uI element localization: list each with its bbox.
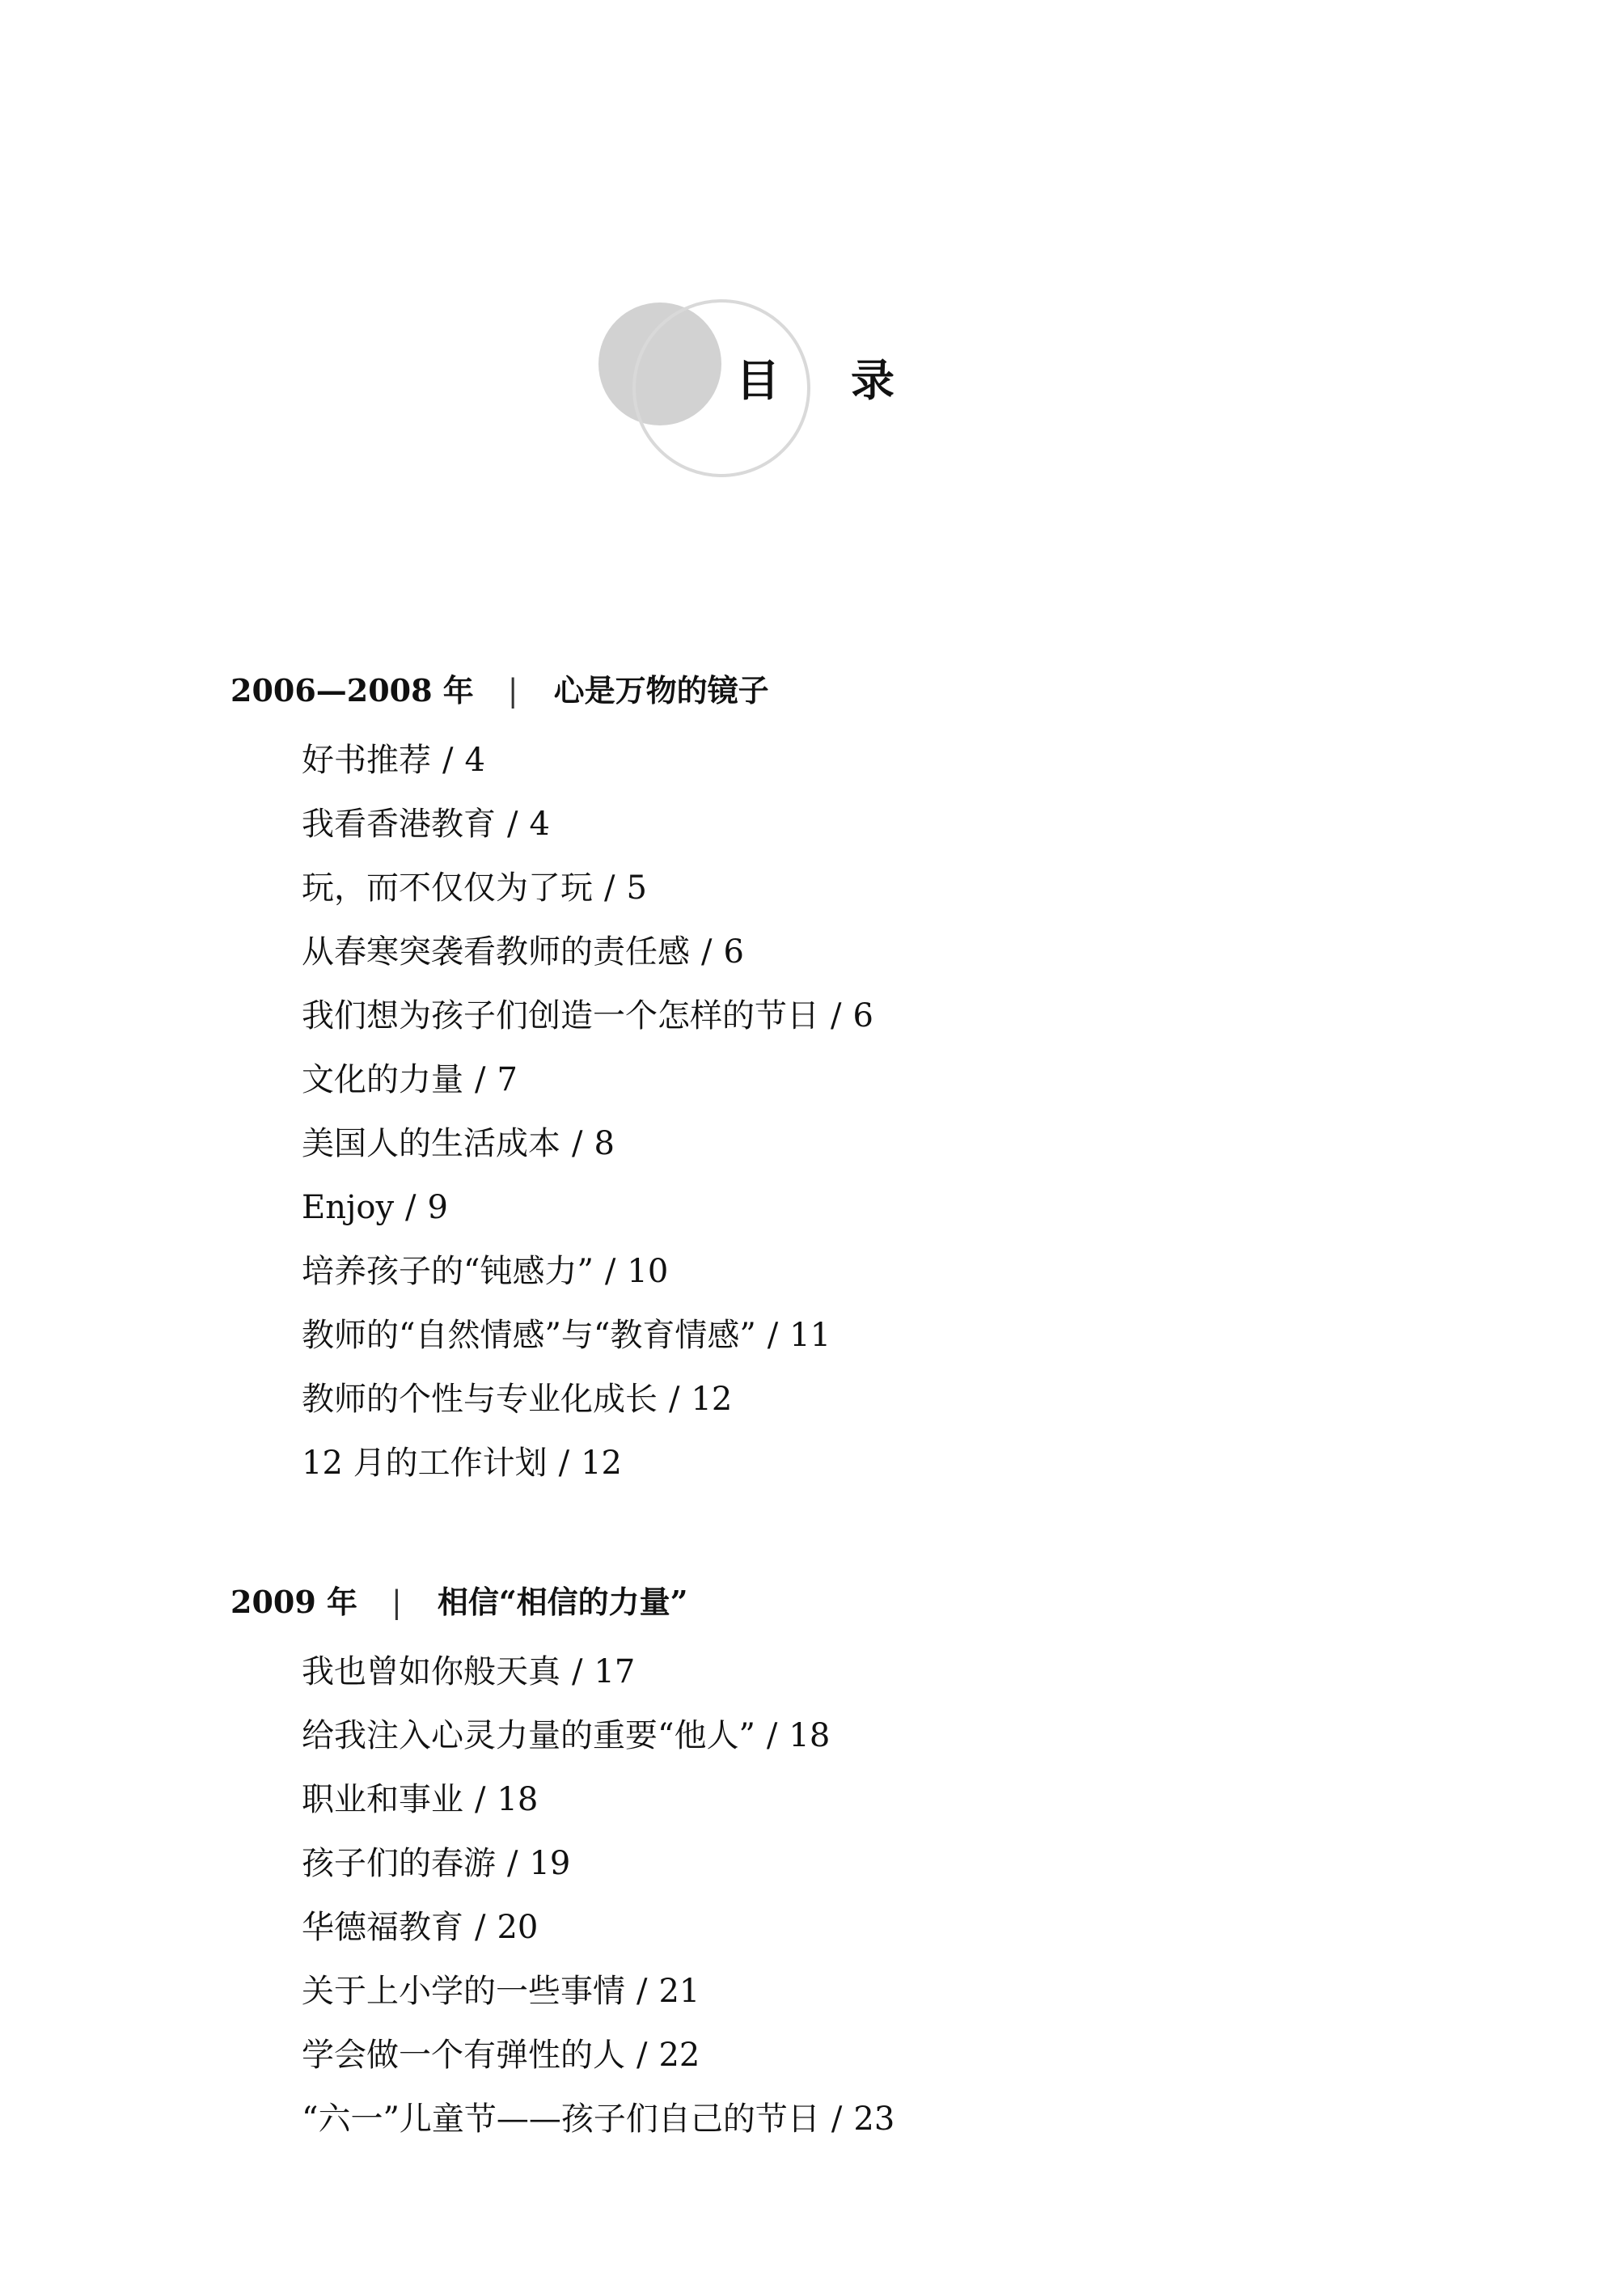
toc-entry[interactable] bbox=[230, 1112, 1525, 1176]
section-divider: | bbox=[507, 673, 518, 709]
entry-title: 美国人的生活成本 bbox=[302, 1125, 560, 1162]
entry-title: 教师的“自然情感”与“教育情感” bbox=[302, 1317, 756, 1354]
entry-title: 给我注入心灵力量的重要“他人” bbox=[302, 1717, 755, 1754]
entry-separator: / bbox=[507, 806, 518, 843]
entry-page-number: 12 bbox=[581, 1445, 623, 1482]
table-of-contents bbox=[230, 665, 1525, 2232]
toc-entry[interactable] bbox=[230, 984, 1525, 1048]
entry-page-number: 6 bbox=[723, 933, 744, 971]
entry-title: 文化的力量 bbox=[302, 1061, 463, 1098]
toc-entry[interactable] bbox=[230, 1896, 1525, 1960]
entry-title: 好书推荐 bbox=[302, 742, 431, 779]
toc-entry[interactable] bbox=[230, 920, 1525, 984]
section-title: 相信“相信的力量” bbox=[437, 1584, 688, 1620]
toc-entry[interactable] bbox=[230, 793, 1525, 857]
toc-title-block bbox=[0, 0, 1624, 518]
toc-entry[interactable] bbox=[230, 1048, 1525, 1112]
entry-title: 关于上小学的一些事情 bbox=[302, 1973, 625, 2010]
page-title: 目录 bbox=[736, 354, 966, 406]
entry-separator: / bbox=[475, 1909, 486, 1946]
toc-entry[interactable] bbox=[230, 1432, 1525, 1496]
entry-separator: / bbox=[475, 1061, 486, 1098]
section-header bbox=[230, 665, 1525, 729]
toc-entry[interactable] bbox=[230, 1704, 1525, 1768]
entry-page-number: 23 bbox=[853, 2101, 895, 2138]
entry-separator: / bbox=[507, 1845, 518, 1882]
entry-separator: / bbox=[831, 997, 842, 1034]
entry-page-number: 20 bbox=[497, 1909, 539, 1946]
toc-entry[interactable] bbox=[230, 1240, 1525, 1304]
entry-page-number: 5 bbox=[626, 869, 647, 907]
entry-page-number: 9 bbox=[427, 1189, 448, 1226]
entry-title: 我看香港教育 bbox=[302, 806, 496, 843]
entry-page-number: 7 bbox=[497, 1061, 518, 1098]
entry-separator: / bbox=[636, 2037, 648, 2074]
entry-title: 我们想为孩子们创造一个怎样的节日 bbox=[302, 997, 819, 1034]
toc-entry[interactable] bbox=[230, 1768, 1525, 1832]
entry-separator: / bbox=[767, 1317, 779, 1354]
entry-title: 12 月的工作计划 bbox=[302, 1445, 548, 1482]
entry-separator: / bbox=[442, 742, 454, 779]
toc-entry[interactable] bbox=[230, 1368, 1525, 1432]
entry-separator: / bbox=[405, 1189, 417, 1226]
toc-entry[interactable] bbox=[230, 1304, 1525, 1368]
entry-title: 孩子们的春游 bbox=[302, 1845, 496, 1882]
toc-entry[interactable] bbox=[230, 1832, 1525, 1896]
entry-title: “六一”儿童节——孩子们自己的节日 bbox=[302, 2101, 820, 2138]
entry-separator: / bbox=[604, 1253, 616, 1290]
entry-page-number: 22 bbox=[658, 2037, 700, 2074]
entry-title: 学会做一个有弹性的人 bbox=[302, 2037, 625, 2074]
entry-title: 玩，而不仅仅为了玩 bbox=[302, 869, 593, 907]
entry-page-number: 21 bbox=[658, 1973, 700, 2010]
entry-separator: / bbox=[669, 1381, 680, 1418]
entry-title: Enjoy bbox=[302, 1189, 395, 1226]
section-years: 2006—2008 年 bbox=[230, 672, 474, 709]
entry-separator: / bbox=[604, 869, 615, 907]
entry-title: 教师的个性与专业化成长 bbox=[302, 1381, 658, 1418]
entry-page-number: 4 bbox=[529, 806, 550, 843]
entry-separator: / bbox=[701, 933, 713, 971]
entry-page-number: 12 bbox=[691, 1381, 733, 1418]
toc-entry[interactable] bbox=[230, 857, 1525, 920]
entry-separator: / bbox=[475, 1781, 486, 1818]
section-years: 2009 年 bbox=[230, 1584, 357, 1620]
entry-page-number: 18 bbox=[789, 1717, 831, 1754]
toc-entry[interactable] bbox=[230, 1640, 1525, 1704]
toc-entry[interactable] bbox=[230, 2024, 1525, 2088]
toc-entry[interactable] bbox=[230, 1176, 1525, 1240]
section-title: 心是万物的镜子 bbox=[553, 672, 769, 709]
entry-separator: / bbox=[636, 1973, 648, 2010]
toc-entry[interactable] bbox=[230, 1960, 1525, 2024]
entry-page-number: 8 bbox=[594, 1125, 615, 1162]
entry-page-number: 11 bbox=[789, 1317, 831, 1354]
entry-title: 华德福教育 bbox=[302, 1909, 463, 1946]
toc-entry[interactable] bbox=[230, 729, 1525, 793]
section-header bbox=[230, 1576, 1525, 1640]
entry-page-number: 4 bbox=[464, 742, 485, 779]
entry-title: 从春寒突袭看教师的责任感 bbox=[302, 933, 690, 971]
entry-title: 职业和事业 bbox=[302, 1781, 463, 1818]
entry-separator: / bbox=[572, 1653, 583, 1690]
entry-separator: / bbox=[766, 1717, 778, 1754]
entry-separator: / bbox=[558, 1445, 570, 1482]
entry-separator: / bbox=[831, 2101, 843, 2138]
entry-page-number: 18 bbox=[497, 1781, 539, 1818]
toc-section bbox=[230, 1576, 1525, 2151]
entry-title: 我也曾如你般天真 bbox=[302, 1653, 560, 1690]
toc-section bbox=[230, 665, 1525, 1496]
toc-entry[interactable] bbox=[230, 2088, 1525, 2151]
entry-title: 培养孩子的“钝感力” bbox=[302, 1253, 594, 1290]
entry-page-number: 19 bbox=[529, 1845, 571, 1882]
entry-page-number: 10 bbox=[627, 1253, 669, 1290]
entry-separator: / bbox=[572, 1125, 583, 1162]
entry-page-number: 17 bbox=[594, 1653, 636, 1690]
entry-page-number: 6 bbox=[852, 997, 873, 1034]
section-divider: | bbox=[391, 1584, 402, 1620]
